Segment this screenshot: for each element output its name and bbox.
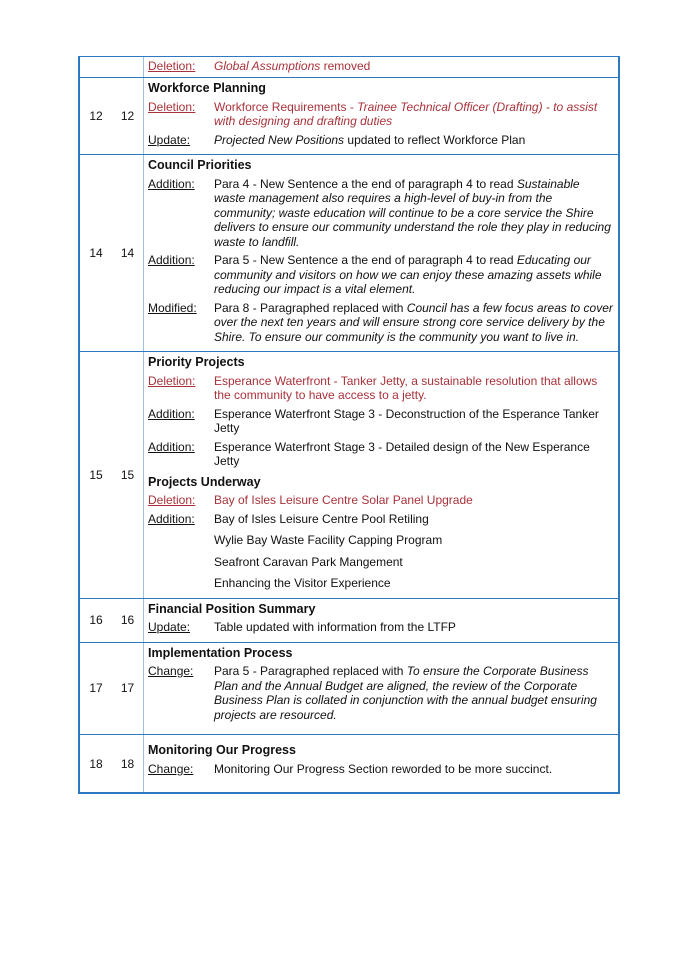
entry-addition: Addition: Bay of Isles Leisure Centre Pool Retiling xyxy=(148,511,429,526)
entry-label: Addition: xyxy=(148,439,195,454)
page-number-old: 18 xyxy=(89,756,103,771)
entry-addition: Addition: Esperance Waterfront Stage 3 - Deconstruction of the Esperance Tanker Jetty xyxy=(148,406,599,435)
entry-label: Addition: xyxy=(148,406,195,421)
entry-item: Wylie Bay Waste Facility Capping Program xyxy=(214,533,443,547)
table-row xyxy=(80,77,618,154)
table-row xyxy=(80,598,618,642)
table-row xyxy=(80,351,618,598)
section-heading: Priority Projects xyxy=(148,355,245,369)
table-row xyxy=(80,642,618,735)
entry-deletion: Deletion: Bay of Isles Leisure Centre Solar Panel Upgrade xyxy=(148,493,473,507)
section-heading: Workforce Planning xyxy=(148,81,266,95)
section-heading: Financial Position Summary xyxy=(148,601,316,616)
page-number-old: 14 xyxy=(89,246,103,260)
entry-label: Change: xyxy=(148,664,194,678)
entry-label: Update: xyxy=(148,132,191,147)
entry-item: Enhancing the Visitor Experience xyxy=(214,576,391,590)
page-number-new: 12 xyxy=(112,78,144,154)
amendments-table xyxy=(78,56,620,794)
entry-label: Deletion: xyxy=(148,493,196,507)
page-number-new: 17 xyxy=(112,643,144,735)
page-number-new: 16 xyxy=(112,599,144,642)
page-number-old xyxy=(80,57,112,77)
table-row xyxy=(80,734,618,792)
entry-addition: Addition: Para 4 - New Sentence a the end of paragraph 4 to read Sustainable waste management also requires a high-level of buy-in from the community; waste education will continue to be a core service the Shire delivers to ensure our community understand the role they play in reducing waste to landfill. xyxy=(148,176,611,249)
entry-deletion: Deletion: Global Assumptions removed xyxy=(148,59,371,73)
entry-label: Change: xyxy=(148,761,194,776)
page-number-old: 12 xyxy=(89,109,103,123)
entry-addition: Addition: Para 5 - New Sentence a the end of paragraph 4 to read Educating our community and visitors on how we can enjoy these amazing assets while reducing our impact is a vital element. xyxy=(148,253,602,296)
section-heading: Implementation Process xyxy=(148,645,293,660)
entry-addition: Addition: Esperance Waterfront Stage 3 - Detailed design of the New Esperance Jetty xyxy=(148,439,590,468)
entry-label: Deletion: xyxy=(148,373,196,388)
entry-label: Addition: xyxy=(148,253,195,267)
entry-label: Addition: xyxy=(148,511,195,526)
page-number-new: 15 xyxy=(112,352,144,598)
page-number-new xyxy=(112,57,144,77)
table-row xyxy=(80,57,618,77)
page-number-old: 15 xyxy=(89,467,103,482)
entry-label: Deletion: xyxy=(148,59,196,73)
entry-label: Modified: xyxy=(148,300,197,315)
section-heading: Council Priorities xyxy=(148,158,252,172)
page-number-old: 17 xyxy=(89,681,103,696)
page-number-new: 14 xyxy=(112,155,144,351)
page-number-old: 16 xyxy=(89,613,103,627)
table-row xyxy=(80,154,618,351)
entry-update: Update: Table updated with information from the LTFP xyxy=(148,620,456,634)
entry-modified: Modified: Para 8 - Paragraphed replaced with Council has a few focus areas to cover over the next ten years and will ensure strong core service delivery by the Shire. To ensure our community is the community you want to live in. xyxy=(148,300,613,344)
section-heading: Monitoring Our Progress xyxy=(148,743,296,757)
entry-label: Update: xyxy=(148,620,191,634)
entry-label: Addition: xyxy=(148,176,195,191)
page-number-new: 18 xyxy=(112,735,144,792)
entry-deletion: Deletion: Esperance Waterfront - Tanker Jetty, a sustainable resolution that allows the community to have access to a jetty. xyxy=(148,373,598,402)
entry-deletion: Deletion: Workforce Requirements - Trainee Technical Officer (Drafting) - to assist with designing and drafting duties xyxy=(148,99,598,128)
entry-change: Change: Monitoring Our Progress Section reworded to be more succinct. xyxy=(148,761,553,776)
entry-item: Seafront Caravan Park Mangement xyxy=(214,554,403,569)
section-heading: Projects Underway xyxy=(148,474,261,489)
entry-change: Change: Para 5 - Paragraphed replaced with To ensure the Corporate Business Plan and the Annual Budget are aligned, the review of the Corporate Business Plan is collated in conjunction with the annual budget ensuring projects are resourced. xyxy=(148,664,597,722)
entry-label: Deletion: xyxy=(148,99,196,114)
entry-update: Update: Projected New Positions updated to reflect Workforce Plan xyxy=(148,132,526,147)
